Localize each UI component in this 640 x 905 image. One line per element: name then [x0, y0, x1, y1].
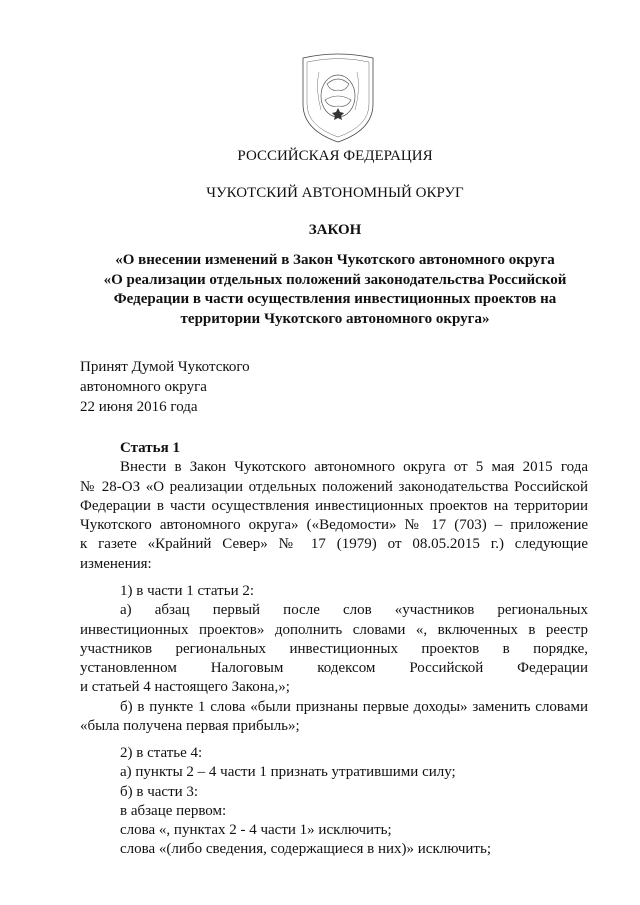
item-text-line: «была получена первая прибыль»; [80, 718, 300, 735]
article-text-line: изменения: [80, 555, 152, 572]
law-title-line: Федерации в части осуществления инвестиционных проектов на [113, 291, 557, 307]
article-text-line: Чукотского автономного округа» («Ведомости» № 17 (703) – приложение [80, 517, 588, 534]
article-heading: Статья 1 [120, 440, 180, 456]
item-text-line: в абзаце первом: [120, 802, 227, 819]
article-1 [80, 439, 588, 574]
item-label: 1) в части 1 статьи 2: [120, 583, 255, 599]
law-heading: ЗАКОН [308, 222, 362, 238]
item-text-line: б) в пункте 1 слова «были признаны первые доходы» заменить словами [120, 698, 588, 715]
article-text-line: № 28-ОЗ «О реализации отдельных положений законодательства Российской [80, 478, 588, 495]
item-text-line: установленном Налоговым кодексом Российской Федерации [80, 660, 588, 677]
item-text-line: слова «, пунктах 2 - 4 части 1» исключить; [120, 822, 392, 839]
law-title-line: «О реализации отдельных положений законодательства Российской [103, 271, 567, 288]
item-text-line: слова «(либо сведения, содержащиеся в них)» исключить; [120, 841, 491, 858]
federation-heading: РОССИЙСКАЯ ФЕДЕРАЦИЯ [237, 148, 433, 164]
law-title-line: территории Чукотского автономного округа» [180, 310, 490, 327]
adoption-line: автономного округа [80, 379, 207, 395]
article-text-line: Федерации в части осуществления инвестиционных проектов на территории [80, 497, 588, 514]
adoption-line: Принят Думой Чукотского [80, 359, 250, 375]
okrug-heading: ЧУКОТСКИЙ АВТОНОМНЫЙ ОКРУГ [206, 185, 464, 201]
item-text-line: участников региональных инвестиционных проектов в порядке, [80, 640, 588, 657]
law-title-line: «О внесении изменений в Закон Чукотского автономного округа [115, 252, 555, 268]
article-1-item-1 [80, 582, 588, 736]
item-label: 2) в статье 4: [120, 745, 203, 761]
article-text-line: к газете «Крайний Север» № 17 (1979) от 08.05.2015 г.) следующие [80, 536, 588, 553]
article-text-line: Внести в Закон Чукотского автономного округа от 5 мая 2015 года [120, 459, 588, 476]
adoption-block [80, 357, 250, 417]
item-text-line: инвестиционных проектов» дополнить словами «, включенных в реестр [80, 621, 588, 638]
coat-of-arms-emblem-icon [297, 48, 379, 146]
article-1-item-2 [80, 744, 588, 860]
adoption-line: 22 июня 2016 года [80, 399, 198, 415]
law-title [60, 251, 610, 329]
item-text-line: а) абзац первый после слов «участников региональных [120, 602, 588, 619]
item-text-line: и статьей 4 настоящего Закона,»; [80, 679, 290, 696]
item-text-line: а) пункты 2 – 4 части 1 признать утратившими силу; [120, 764, 456, 781]
item-text-line: б) в части 3: [120, 783, 199, 800]
